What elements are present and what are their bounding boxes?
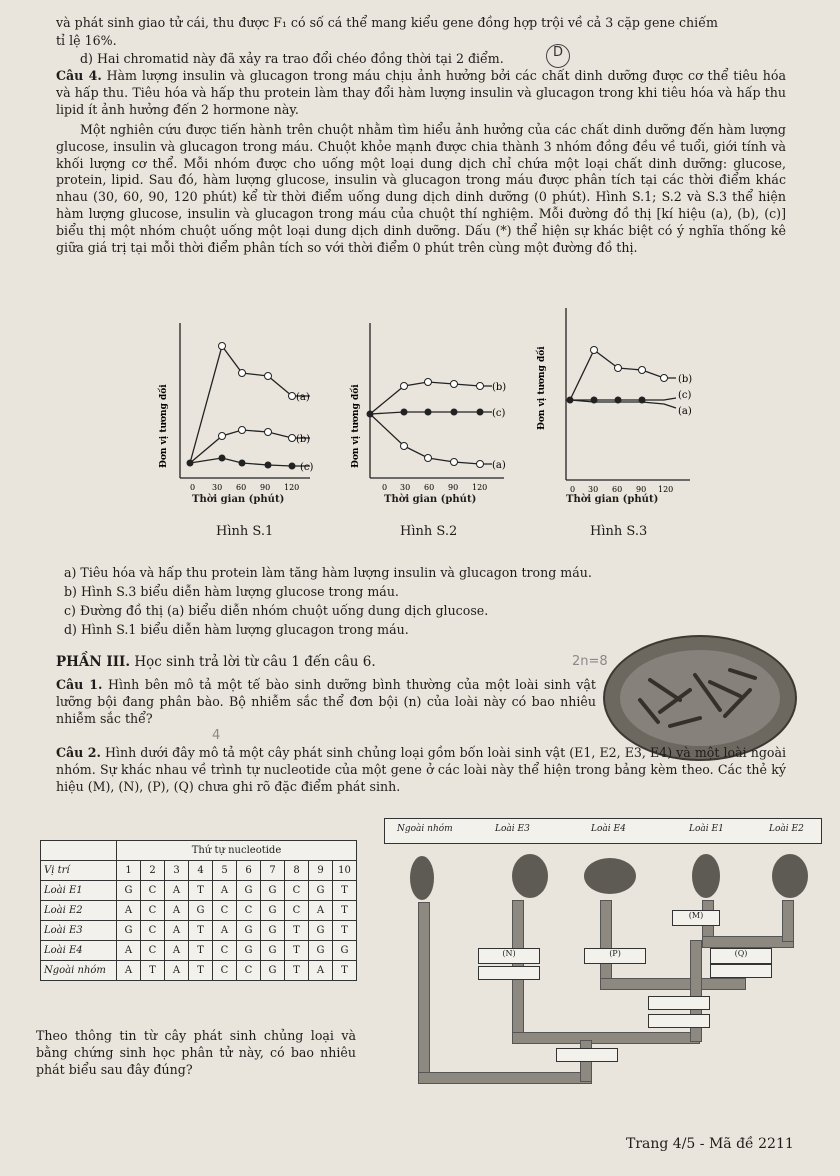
species-name: Ngoài nhóm — [41, 961, 117, 981]
part3-c2 — [56, 745, 786, 795]
pos-4: 4 — [189, 861, 213, 881]
s2-tick-90: 90 — [448, 483, 459, 492]
s3-tick-120: 120 — [658, 485, 674, 494]
tree-header-e4: Loài E4 — [591, 824, 626, 834]
nt-cell: G — [309, 941, 333, 961]
nt-cell: G — [261, 921, 285, 941]
handwritten-c1-note: 2n=8 — [572, 654, 608, 669]
position-label: Vị trí — [41, 861, 117, 881]
s3-tick-60: 60 — [612, 485, 623, 494]
species-name: Loài E4 — [41, 941, 117, 961]
q4-body: Một nghiên cứu được tiến hành trên chuột nhằm tìm hiểu ảnh hưởng của các chất dinh dưỡng đến hàm lượng glucose, insulin và glucagon trong máu. Chuột khỏe mạnh được chia thành 3 nhóm đồng đều về tuổi, giới tính và khối lượng cơ thể. Mỗi nhóm được cho uống một loại dung dịch chỉ chứa một loại chất dinh dưỡng: glucose, protein, lipid. Sau đó, hàm lượng glucose, insulin và glucagon trong máu được phân tích tại các thời điểm khác nhau (30, 60, 90, 120 phút) kể từ thời điểm uống dung dịch dinh dưỡng (0 phút). Hình S.1; S.2 và S.3 thể hiện hàm lượng glucose, insulin và glucagon trong máu của chuột thí nghiệm. Mỗi đường đồ thị [kí hiệu (a), (b), (c)] biểu thị một nhóm chuột uống một loại dung dịch dinh dưỡng. Dấu (*) thể hiện sự khác biệt có ý nghĩa thống kê giữa giá trị tại mỗi thời điểm phân tích so với thời điểm 0 phút trên cùng một đường đồ thị. — [56, 122, 786, 255]
s2-caption: Hình S.2 — [400, 524, 458, 539]
s2-tick-30: 30 — [400, 483, 411, 492]
branch-e4-join — [600, 978, 746, 990]
branch-e2 — [782, 900, 794, 942]
tree-header-outgroup: Ngoài nhóm — [397, 824, 453, 834]
s1-caption: Hình S.1 — [216, 524, 274, 539]
nt-cell: A — [213, 921, 237, 941]
nt-cell: G — [261, 901, 285, 921]
q4-statement-c: c) Đường đồ thị (a) biểu diễn nhóm chuột uống dung dịch glucose. — [64, 603, 489, 618]
pos-1: 1 — [117, 861, 141, 881]
handwritten-c1-answer: 4 — [212, 728, 221, 743]
s1-tick-90: 90 — [260, 483, 271, 492]
part3-heading — [56, 654, 376, 671]
pos-9: 9 — [309, 861, 333, 881]
s2-ylabel: Đơn vị tương đối — [351, 384, 361, 468]
s1-tick-120: 120 — [284, 483, 300, 492]
table-corner — [41, 841, 117, 861]
nt-cell: G — [237, 881, 261, 901]
top-line-1: và phát sinh giao tử cái, thu được F₁ có số cá thể mang kiểu gene đồng hợp trội về cả 3 cặp gene chiếm — [56, 15, 718, 30]
s2-tick-0: 0 — [382, 483, 388, 492]
nt-cell: G — [261, 961, 285, 981]
pos-5: 5 — [213, 861, 237, 881]
pos-10: 10 — [333, 861, 357, 881]
s2-xlabel: Thời gian (phút) — [384, 494, 477, 505]
handwritten-circle-d: D — [546, 44, 570, 68]
tree-header-e1: Loài E1 — [689, 824, 724, 834]
c2-text: Hình dưới đây mô tả một cây phát sinh chủng loại gồm bốn loài sinh vật (E1, E2, E3, E4) và một loài ngoài nhóm. Sự khác nhau về trình tự nucleotide của một gene ở các loài này thể hiện trong bảng kèm theo. Các thẻ ký hiệu (M), (N), (P), (Q) chưa ghi rõ đặc điểm phát sinh. — [56, 745, 787, 794]
q4-intro-text: Hàm lượng insulin và glucagon trong máu chịu ảnh hưởng bởi các chất dinh dưỡng được cơ thể tiêu hóa và hấp thu. Tiêu hóa và hấp thu protein làm thay đổi hàm lượng insulin và glucagon trong khi tiêu hóa và hấp thu lipid ít ảnh hưởng đến 2 hormone này. — [56, 68, 786, 117]
nt-cell: A — [165, 881, 189, 901]
pos-2: 2 — [141, 861, 165, 881]
q4-label: Câu 4. — [56, 68, 102, 83]
table-row — [41, 901, 357, 921]
branch-e1e2-join — [702, 936, 794, 948]
nt-cell: A — [213, 881, 237, 901]
nt-cell: C — [237, 901, 261, 921]
nt-cell: T — [189, 941, 213, 961]
table-row — [41, 961, 357, 981]
nt-cell: C — [285, 881, 309, 901]
nt-cell: G — [189, 901, 213, 921]
nt-cell: A — [309, 901, 333, 921]
s1-ylabel: Đơn vị tương đối — [159, 384, 169, 468]
s2-tick-60: 60 — [424, 483, 435, 492]
species-name: Loài E2 — [41, 901, 117, 921]
tree-species-drawings — [400, 846, 820, 906]
nt-cell: A — [165, 961, 189, 981]
nt-cell: G — [237, 921, 261, 941]
nt-cell: T — [285, 961, 309, 981]
species-name: Loài E1 — [41, 881, 117, 901]
c1-label: Câu 1. — [56, 677, 103, 692]
s3-label-c: (c) — [678, 390, 692, 401]
s3-label-a: (a) — [678, 406, 692, 417]
nt-cell: T — [333, 921, 357, 941]
nt-cell: T — [333, 881, 357, 901]
table-row — [41, 881, 357, 901]
nt-cell: T — [333, 961, 357, 981]
nt-cell: C — [141, 901, 165, 921]
nt-cell: G — [333, 941, 357, 961]
tree-card-n: (N) — [478, 948, 540, 964]
nt-cell: A — [117, 941, 141, 961]
s1-label-a: (a) — [296, 392, 310, 403]
nt-cell: A — [309, 961, 333, 981]
s3-tick-30: 30 — [588, 485, 599, 494]
s3-label-b: (b) — [678, 374, 693, 385]
s2-tick-120: 120 — [472, 483, 488, 492]
s1-tick-60: 60 — [236, 483, 247, 492]
figure-s2 — [344, 318, 524, 498]
tree-card-m: (M) — [672, 910, 720, 926]
s1-tick-30: 30 — [212, 483, 223, 492]
nt-cell: A — [165, 901, 189, 921]
nt-cell: C — [141, 941, 165, 961]
nt-cell: G — [309, 921, 333, 941]
nt-cell: C — [141, 921, 165, 941]
tree-header-e3: Loài E3 — [495, 824, 530, 834]
nt-cell: T — [285, 941, 309, 961]
s1-label-c: (c) — [300, 462, 314, 473]
branch-e3-join — [512, 1032, 700, 1044]
s1-tick-0: 0 — [190, 483, 196, 492]
nt-cell: C — [213, 941, 237, 961]
branch-root — [418, 1072, 592, 1084]
top-line-2: tỉ lệ 16%. — [56, 33, 117, 48]
q4-statement-a: a) Tiêu hóa và hấp thu protein làm tăng hàm lượng insulin và glucagon trong máu. — [64, 565, 592, 580]
nt-cell: C — [213, 901, 237, 921]
tree-card-blank — [556, 1048, 618, 1062]
tree-card-q: (Q) — [710, 948, 772, 964]
nt-cell: C — [141, 881, 165, 901]
tree-card-blank — [710, 964, 772, 978]
pos-7: 7 — [261, 861, 285, 881]
s3-caption: Hình S.3 — [590, 524, 648, 539]
branch-outgroup — [418, 902, 430, 1084]
nt-cell: C — [237, 961, 261, 981]
pos-3: 3 — [165, 861, 189, 881]
nt-cell: T — [189, 881, 213, 901]
part3-title-rest: Học sinh trả lời từ câu 1 đến câu 6. — [134, 654, 376, 670]
table-row — [41, 941, 357, 961]
nt-cell: A — [117, 961, 141, 981]
s3-tick-90: 90 — [636, 485, 647, 494]
s2-label-b: (b) — [492, 382, 507, 393]
c1-text: Hình bên mô tả một tế bào sinh dưỡng bình thường của một loài sinh vật lưỡng bội đang phân bào. Bộ nhiễm sắc thể đơn bội (n) của loài này có bao nhiêu nhiễm sắc thể? — [56, 677, 596, 726]
nt-cell: G — [237, 941, 261, 961]
nt-cell: T — [189, 961, 213, 981]
s3-tick-0: 0 — [570, 485, 576, 494]
table-row — [41, 921, 357, 941]
pos-8: 8 — [285, 861, 309, 881]
nt-cell: T — [141, 961, 165, 981]
pos-6: 6 — [237, 861, 261, 881]
s2-label-c: (c) — [492, 408, 506, 419]
nt-cell: A — [165, 921, 189, 941]
nt-cell: G — [117, 881, 141, 901]
nt-cell: T — [333, 901, 357, 921]
s3-xlabel: Thời gian (phút) — [566, 494, 659, 505]
nt-cell: A — [117, 901, 141, 921]
q4-intro — [56, 68, 786, 118]
top-line-3: d) Hai chromatid này đã xảy ra trao đổi chéo đồng thời tại 2 điểm. — [80, 51, 504, 66]
q4-statement-d: d) Hình S.1 biểu diễn hàm lượng glucagon trong máu. — [64, 622, 409, 637]
species-name: Loài E3 — [41, 921, 117, 941]
nt-cell: G — [117, 921, 141, 941]
figure-s1 — [150, 318, 330, 498]
nt-cell: C — [285, 901, 309, 921]
table-header: Thứ tự nucleotide — [117, 841, 357, 861]
nt-cell: A — [165, 941, 189, 961]
tree-header — [384, 818, 822, 844]
nt-cell: C — [213, 961, 237, 981]
nucleotide-table — [40, 840, 357, 981]
part3-title: PHẦN III. — [56, 654, 131, 670]
nt-cell: G — [261, 941, 285, 961]
c2-label: Câu 2. — [56, 745, 101, 760]
q4-statement-b: b) Hình S.3 biểu diễn hàm lượng glucose trong máu. — [64, 584, 399, 599]
s1-label-b: (b) — [296, 434, 311, 445]
tree-card-blank — [478, 966, 540, 980]
nt-cell: G — [309, 881, 333, 901]
figure-s3 — [530, 300, 710, 496]
tree-header-e2: Loài E2 — [769, 824, 804, 834]
s1-xlabel: Thời gian (phút) — [192, 494, 285, 505]
s3-ylabel: Đơn vị tương đối — [537, 346, 547, 430]
nt-cell: T — [189, 921, 213, 941]
tree-card-blank — [648, 1014, 710, 1028]
tree-card-p: (P) — [584, 948, 646, 964]
c2-question: Theo thông tin từ cây phát sinh chủng loại và bằng chứng sinh học phân tử này, có bao nhiêu phát biểu sau đây đúng? — [36, 1028, 356, 1077]
nt-cell: T — [285, 921, 309, 941]
branch-e4 — [600, 900, 612, 982]
tree-card-blank — [648, 996, 710, 1010]
nt-cell: G — [261, 881, 285, 901]
part3-c1 — [56, 677, 596, 727]
page-footer: Trang 4/5 - Mã đề 2211 — [626, 1136, 794, 1152]
s2-label-a: (a) — [492, 460, 506, 471]
